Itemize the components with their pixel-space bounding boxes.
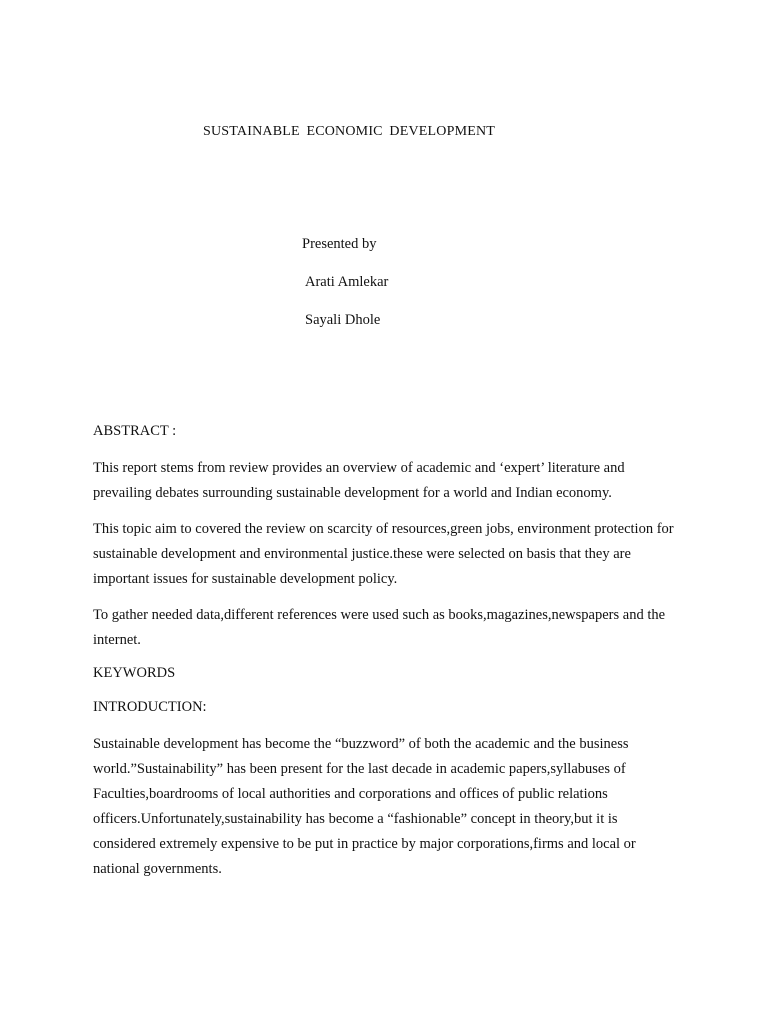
keywords-heading: KEYWORDS	[93, 665, 176, 681]
document-body	[93, 422, 683, 893]
introduction-heading: INTRODUCTION:	[93, 699, 207, 715]
author-name: Sayali Dhole	[305, 312, 381, 328]
abstract-paragraph: This report stems from review provides an overview of academic and ‘expert’ literature and prevailing debates surrounding sustainable development for a world and Indian economy.	[93, 460, 625, 501]
abstract-heading: ABSTRACT :	[93, 423, 177, 439]
document-title: SUSTAINABLE ECONOMIC DEVELOPMENT	[203, 124, 496, 139]
author-name: Arati Amlekar	[305, 274, 389, 290]
introduction-paragraph: Sustainable development has become the “buzzword” of both the academic and the business world.”Sustainability” has been present for the last decade in academic papers,syllabuses of Faculties,boardrooms of local authorities and corporations and offices of public relations officers.Unfortunately,sustainability has become a “fashionable” concept in theory,but it is considered extremely expensive to be put in practice by major corporations,firms and local or national governments.	[93, 736, 636, 877]
abstract-paragraph: This topic aim to covered the review on scarcity of resources,green jobs, environment protection for sustainable development and environmental justice.these were selected on basis that they are important issues for sustainable development policy.	[93, 521, 674, 587]
presented-by-label: Presented by	[302, 236, 377, 252]
abstract-paragraph: To gather needed data,different references were used such as books,magazines,newspapers and the internet.	[93, 607, 666, 648]
